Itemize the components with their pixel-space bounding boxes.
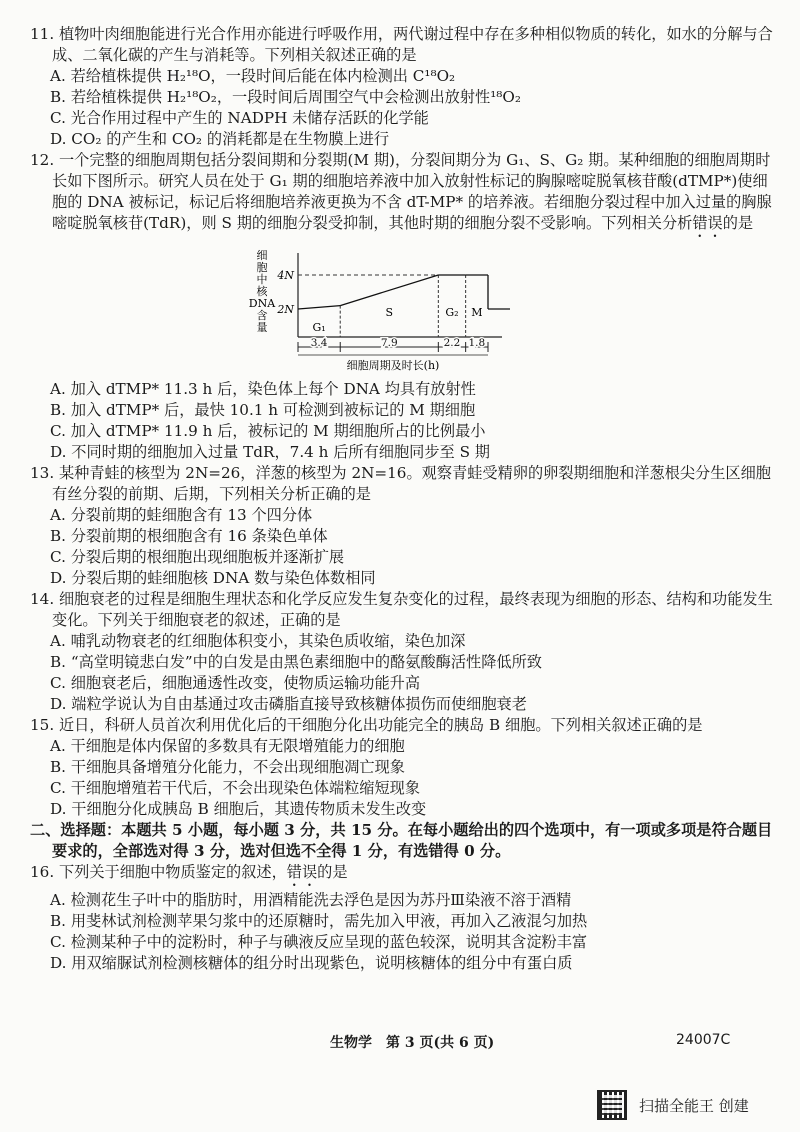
question-14-stem: 14. 细胞衰老的过程是细胞生理状态和化学反应发生复杂变化的过程，最终表现为细胞的形态、结构和功能发生变化。下列关于细胞衰老的叙述，正确的是 <box>30 590 773 629</box>
chart-dna-line-0 <box>298 306 340 309</box>
chart-ylabel-char-1: 细 <box>256 249 268 262</box>
chart-duration-label: 2.2 <box>443 337 461 349</box>
question-12-stem <box>30 150 782 241</box>
chart-body <box>276 253 510 372</box>
question-14-option-d: D. 端粒学说认为自由基通过攻击磷脂直接导致核糖体损伤而使细胞衰老 <box>50 695 527 713</box>
question-13-option-a: A. 分裂前期的蛙细胞含有 13 个四分体 <box>50 506 313 524</box>
question-16-stem <box>30 862 782 890</box>
qr-code-icon <box>597 1090 627 1120</box>
chart-ylabel-char-3: 中 <box>256 273 268 286</box>
chart-xlabel: 细胞周期及时长(h) <box>346 359 440 372</box>
question-15-option-a: A. 干细胞是体内保留的多数具有无限增殖能力的细胞 <box>50 737 405 755</box>
question-11-option-b: B. 若给植株提供 H₂¹⁸O₂，一段时间后周围空气中会检测出放射性¹⁸O₂ <box>50 88 521 106</box>
chart-ylabel-char-2: 胞 <box>256 261 268 274</box>
chart-ylabel-char-5: 含 <box>256 309 268 322</box>
question-14-option-c: C. 细胞衰老后，细胞通透性改变，使物质运输功能升高 <box>50 674 421 692</box>
chart-phase-label: M <box>471 306 483 319</box>
chart-dna-line-1 <box>340 275 438 306</box>
question-13-option-d: D. 分裂后期的蛙细胞核 DNA 数与染色体数相同 <box>50 569 376 587</box>
question-13-option-c: C. 分裂后期的根细胞出现细胞板并逐渐扩展 <box>50 548 345 566</box>
question-11-option-a: A. 若给植株提供 H₂¹⁸O，一段时间后能在体内检测出 C¹⁸O₂ <box>50 67 456 85</box>
section-2-heading: 二、选择题：本题共 5 小题，每小题 3 分，共 15 分。在每小题给出的四个选项中，有一项或多项是符合题目要求的，全部选对得 3 分，选对但选不全得 1 分，有选错得 0 分。 <box>30 821 773 860</box>
question-16-option-a: A. 检测花生子叶中的脂肪时，用酒精能洗去浮色是因为苏丹Ⅲ染液不溶于酒精 <box>50 891 572 909</box>
chart-duration-label: 1.8 <box>468 337 486 349</box>
page-number-label: 生物学 第 3 页(共 6 页) <box>330 1035 495 1051</box>
chart-ytick-4n: 4N <box>277 269 294 282</box>
question-16-option-c: C. 检测某种子中的淀粉时，种子与碘液反应呈现的蓝色较深，说明其含淀粉丰富 <box>50 933 588 951</box>
question-15 <box>30 715 782 820</box>
exam-page <box>30 24 782 974</box>
scanner-watermark-text: 扫描全能王 创建 <box>639 1096 749 1115</box>
question-14-option-b: B. “高堂明镜悲白发”中的白发是由黑色素细胞中的酪氨酸酶活性降低所致 <box>50 653 542 671</box>
question-12-stem-tail: 的是 <box>722 214 754 232</box>
question-12 <box>30 150 782 463</box>
chart-ytick-2n: 2N <box>277 303 294 316</box>
question-14 <box>30 589 782 715</box>
question-14-option-a: A. 哺乳动物衰老的红细胞体积变小，其染色质收缩，染色加深 <box>50 632 466 650</box>
question-16-stem-tail: 的是 <box>317 863 348 881</box>
question-11-option-d: D. CO₂ 的产生和 CO₂ 的消耗都是在生物膜上进行 <box>50 130 390 148</box>
question-13-option-b: B. 分裂前期的根细胞含有 16 条染色单体 <box>50 527 328 545</box>
chart-duration-label: 3.4 <box>310 337 328 349</box>
question-11-stem: 11. 植物叶肉细胞能进行光合作用亦能进行呼吸作用，两代谢过程中存在多种相似物质的转化，如水的分解与合成、二氧化碳的产生与消耗等。下列相关叙述正确的是 <box>30 25 773 64</box>
chart-phase-label: S <box>385 306 394 319</box>
question-16 <box>30 862 782 974</box>
question-12-stem-text: 12. 一个完整的细胞周期包括分裂间期和分裂期(M 期)，分裂间期分为 G₁、S、G₂ 期。某种细胞的细胞周期时长如下图所示。研究人员在处于 G₁ 期的细胞培养液中加入放射性标记的胸腺嘧啶脱氧核苷酸(dTMP*)使细胞的 DNA 被标记，标记后将细胞培养液更换为不含 dT-MP* 的培养液。若细胞分裂过程中加入过量的胸腺嘧啶脱氧核苷(TdR)，则 S 期的细胞分裂受抑制，其他时期的细胞分裂不受影响。下列相关分析 <box>30 151 772 232</box>
question-15-option-c: C. 干细胞增殖若干代后，不会出现染色体端粒缩短现象 <box>50 779 421 797</box>
chart-phase-label: G₁ <box>312 321 326 334</box>
question-15-option-b: B. 干细胞具备增殖分化能力，不会出现细胞凋亡现象 <box>50 758 405 776</box>
question-12-stem-emphasis: 错误 <box>692 214 723 232</box>
question-11-option-c: C. 光合作用过程中产生的 NADPH 未储存活跃的化学能 <box>50 109 429 127</box>
question-12-option-c: C. 加入 dTMP* 11.9 h 后，被标记的 M 期细胞所占的比例最小 <box>50 422 486 440</box>
chart-phase-label: G₂ <box>445 306 459 319</box>
chart-duration-label: 7.9 <box>380 337 398 349</box>
question-16-stem-emphasis: 错误 <box>286 863 318 881</box>
question-15-stem: 15. 近日，科研人员首次利用优化后的干细胞分化出功能完全的胰岛 B 细胞。下列相关叙述正确的是 <box>30 716 703 734</box>
question-13-stem: 13. 某种青蛙的核型为 2N=26，洋葱的核型为 2N=16。观察青蛙受精卵的卵裂期细胞和洋葱根尖分生区细胞有丝分裂的前期、后期，下列相关分析正确的是 <box>30 464 771 503</box>
question-16-option-b: B. 用斐林试剂检测苹果匀浆中的还原糖时，需先加入甲液，再加入乙液混匀加热 <box>50 912 588 930</box>
question-12-option-b: B. 加入 dTMP* 后，最快 10.1 h 可检测到被标记的 M 期细胞 <box>50 401 476 419</box>
question-12-option-a: A. 加入 dTMP* 11.3 h 后，染色体上每个 DNA 均具有放射性 <box>50 380 476 398</box>
question-12-option-d: D. 不同时期的细胞加入过量 TdR，7.4 h 后所有细胞同步至 S 期 <box>50 443 490 461</box>
question-16-stem-text: 16. 下列关于细胞中物质鉴定的叙述， <box>30 863 287 881</box>
scanner-watermark <box>597 1088 749 1122</box>
question-15-option-d: D. 干细胞分化成胰岛 B 细胞后，其遗传物质未发生改变 <box>50 800 427 818</box>
cell-cycle-chart-svg <box>240 245 540 375</box>
cell-cycle-chart <box>240 245 540 375</box>
chart-ylabel-dna: DNA <box>248 297 276 310</box>
question-13 <box>30 463 782 589</box>
question-11 <box>30 24 782 150</box>
exam-code: 24007C <box>676 1032 731 1048</box>
chart-ylabel-char-6: 量 <box>256 321 268 334</box>
question-16-option-d: D. 用双缩脲试剂检测核糖体的组分时出现紫色，说明核糖体的组分中有蛋白质 <box>50 954 573 972</box>
chart-ylabel-char-4: 核 <box>256 285 268 298</box>
